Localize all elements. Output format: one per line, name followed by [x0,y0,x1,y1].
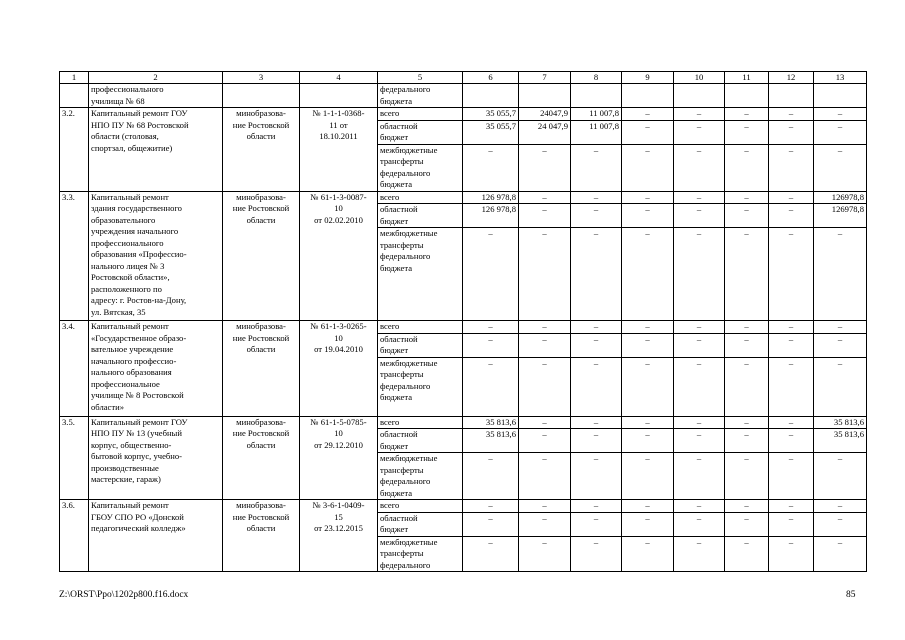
value-cell: – [725,416,769,429]
document-cell: № 1-1-1-0368- 11 от 18.10.2011 [300,108,378,192]
value-cell: – [622,333,674,357]
table-row [60,108,867,121]
value-cell: – [571,536,622,572]
value-cell: – [571,357,622,416]
table-row [60,500,867,513]
value-cell: – [814,512,867,536]
item-number-cell: 3.2. [60,108,89,192]
value-cell: – [769,536,814,572]
value-cell: – [814,120,867,144]
value-cell [814,84,867,108]
value-cell: – [463,453,519,500]
value-cell: 35 813,6 [814,429,867,453]
source-cell: всего [378,191,463,204]
value-cell: – [725,453,769,500]
table-row [60,321,867,334]
value-cell: – [725,333,769,357]
table-row [60,191,867,204]
value-cell: – [622,204,674,228]
value-cell: – [519,191,571,204]
column-number-header: 6 [463,72,519,84]
value-cell: – [571,228,622,321]
value-cell: – [571,416,622,429]
value-cell: – [674,204,725,228]
item-number-cell: 3.5. [60,416,89,500]
value-cell: – [463,144,519,191]
value-cell: – [622,144,674,191]
value-cell: – [622,108,674,121]
value-cell: – [725,321,769,334]
source-cell: межбюджетные трансферты федерального бюджета [378,453,463,500]
value-cell: – [725,228,769,321]
document-cell: № 61-1-3-0087- 10 от 02.02.2010 [300,191,378,321]
value-cell: – [622,453,674,500]
value-cell: – [622,357,674,416]
value-cell: – [725,429,769,453]
value-cell: – [519,536,571,572]
value-cell: – [571,453,622,500]
value-cell: – [519,228,571,321]
value-cell: – [674,191,725,204]
column-number-header: 9 [622,72,674,84]
column-number-header: 1 [60,72,89,84]
value-cell: – [769,321,814,334]
value-cell: – [725,204,769,228]
value-cell: – [519,357,571,416]
value-cell: 126978,8 [814,191,867,204]
value-cell: – [725,144,769,191]
value-cell: 35 055,7 [463,108,519,121]
value-cell: – [463,357,519,416]
value-cell: – [725,536,769,572]
footer-file-path: Z:\ORST\Ppo\1202p800.f16.docx [59,590,189,600]
value-cell: – [674,228,725,321]
column-number-header: 4 [300,72,378,84]
value-cell: – [622,512,674,536]
organization-cell [223,84,300,108]
value-cell [571,84,622,108]
value-cell: – [622,191,674,204]
value-cell: – [769,453,814,500]
value-cell: – [571,204,622,228]
source-cell: межбюджетные трансферты федерального бюджета [378,228,463,321]
value-cell: – [571,144,622,191]
value-cell: – [519,333,571,357]
value-cell: – [622,416,674,429]
organization-cell: минобразова- ние Ростовской области [223,416,300,500]
value-cell: – [725,500,769,513]
document-cell: № 61-1-3-0265- 10 от 19.04.2010 [300,321,378,417]
value-cell: – [674,120,725,144]
source-cell: федерального бюджета [378,84,463,108]
source-cell: всего [378,416,463,429]
source-cell: областной бюджет [378,204,463,228]
value-cell: – [814,108,867,121]
value-cell: – [814,500,867,513]
source-cell: межбюджетные трансферты федерального бюджета [378,144,463,191]
value-cell: – [622,429,674,453]
value-cell: – [674,333,725,357]
value-cell: – [519,453,571,500]
column-number-header: 8 [571,72,622,84]
value-cell: 126 978,8 [463,191,519,204]
column-number-header: 3 [223,72,300,84]
document-cell: № 3-6-1-0409- 15 от 23.12.2015 [300,500,378,572]
item-name-cell: Капитальный ремонт «Государственное образо- вательное учреждение начального профессио- нального образования профессиональное училище № 8 Ростовской области» [89,321,223,417]
value-cell [674,84,725,108]
value-cell: – [571,429,622,453]
column-number-header: 2 [89,72,223,84]
column-number-header: 13 [814,72,867,84]
value-cell: – [674,108,725,121]
value-cell: – [769,191,814,204]
value-cell: – [622,321,674,334]
footer-page-number: 85 [846,590,856,600]
value-cell: – [814,357,867,416]
source-cell: всего [378,500,463,513]
item-number-cell [60,84,89,108]
item-number-cell: 3.6. [60,500,89,572]
value-cell: 35 813,6 [814,416,867,429]
value-cell: – [769,500,814,513]
value-cell: – [519,144,571,191]
value-cell [769,84,814,108]
value-cell: – [519,429,571,453]
budget-table [59,71,867,572]
item-number-cell: 3.3. [60,191,89,321]
value-cell: – [814,144,867,191]
value-cell: – [463,500,519,513]
value-cell: – [769,144,814,191]
value-cell: – [725,108,769,121]
source-cell: областной бюджет [378,512,463,536]
value-cell: – [519,500,571,513]
value-cell: – [769,228,814,321]
organization-cell: минобразова- ние Ростовской области [223,108,300,192]
value-cell: – [674,416,725,429]
value-cell: 35 055,7 [463,120,519,144]
value-cell: – [463,228,519,321]
header-row [60,72,867,84]
value-cell: – [674,357,725,416]
value-cell: – [519,416,571,429]
value-cell: – [571,500,622,513]
value-cell: – [519,321,571,334]
value-cell: – [769,108,814,121]
value-cell: – [463,536,519,572]
value-cell: – [571,321,622,334]
column-number-header: 5 [378,72,463,84]
value-cell [622,84,674,108]
value-cell: – [725,191,769,204]
item-name-cell: Капитальный ремонт здания государственного образовательного учреждения начального профессионального образования «Профессио- нального лицея № 3 Ростовской области», расположенного по адресу: г. Ростов-на-Дону, ул. Вятская, 35 [89,191,223,321]
value-cell: – [519,204,571,228]
organization-cell: минобразова- ние Ростовской области [223,500,300,572]
item-name-cell: Капитальный ремонт ГОУ НПО ПУ № 13 (учебный корпус, общественно- бытовой корпус, учебно- производственные мастерские, гараж) [89,416,223,500]
value-cell: – [769,429,814,453]
value-cell [725,84,769,108]
value-cell: 126978,8 [814,204,867,228]
organization-cell: минобразова- ние Ростовской области [223,191,300,321]
source-cell: областной бюджет [378,429,463,453]
value-cell: – [814,333,867,357]
value-cell: – [769,120,814,144]
source-cell: межбюджетные трансферты федерального [378,536,463,572]
value-cell: – [674,321,725,334]
source-cell: областной бюджет [378,120,463,144]
source-cell: всего [378,321,463,334]
value-cell: – [674,512,725,536]
value-cell: – [622,228,674,321]
table-row [60,416,867,429]
value-cell: – [674,429,725,453]
continuation-row [60,84,867,108]
value-cell: 24047,9 [519,108,571,121]
value-cell: – [622,120,674,144]
value-cell: – [571,333,622,357]
organization-cell: минобразова- ние Ростовской области [223,321,300,417]
value-cell: 11 007,8 [571,120,622,144]
value-cell: – [769,204,814,228]
value-cell: – [571,191,622,204]
value-cell: – [571,512,622,536]
value-cell: – [769,333,814,357]
value-cell: – [814,228,867,321]
value-cell: – [814,453,867,500]
value-cell [519,84,571,108]
column-number-header: 11 [725,72,769,84]
value-cell: – [674,453,725,500]
value-cell: – [725,357,769,416]
value-cell: 35 813,6 [463,429,519,453]
value-cell: – [725,120,769,144]
value-cell: 11 007,8 [571,108,622,121]
source-cell: всего [378,108,463,121]
source-cell: областной бюджет [378,333,463,357]
value-cell: – [519,512,571,536]
value-cell: – [674,500,725,513]
value-cell: 24 047,9 [519,120,571,144]
value-cell: – [769,512,814,536]
value-cell: – [674,144,725,191]
value-cell: – [463,321,519,334]
value-cell: – [622,536,674,572]
value-cell: – [463,512,519,536]
value-cell [463,84,519,108]
value-cell: 126 978,8 [463,204,519,228]
item-name-cell: профессионального училища № 68 [89,84,223,108]
item-number-cell: 3.4. [60,321,89,417]
value-cell: 35 813,6 [463,416,519,429]
value-cell: – [814,536,867,572]
value-cell: – [814,321,867,334]
column-number-header: 12 [769,72,814,84]
value-cell: – [769,416,814,429]
column-number-header: 7 [519,72,571,84]
value-cell: – [463,333,519,357]
document-cell: № 61-1-5-0785- 10 от 29.12.2010 [300,416,378,500]
value-cell: – [725,512,769,536]
value-cell: – [769,357,814,416]
document-cell [300,84,378,108]
item-name-cell: Капитальный ремонт ГБОУ СПО РО «Донской педагогический колледж» [89,500,223,572]
value-cell: – [622,500,674,513]
column-number-header: 10 [674,72,725,84]
item-name-cell: Капитальный ремонт ГОУ НПО ПУ № 68 Ростовской области (столовая, спортзал, общежитие) [89,108,223,192]
value-cell: – [674,536,725,572]
source-cell: межбюджетные трансферты федерального бюджета [378,357,463,416]
